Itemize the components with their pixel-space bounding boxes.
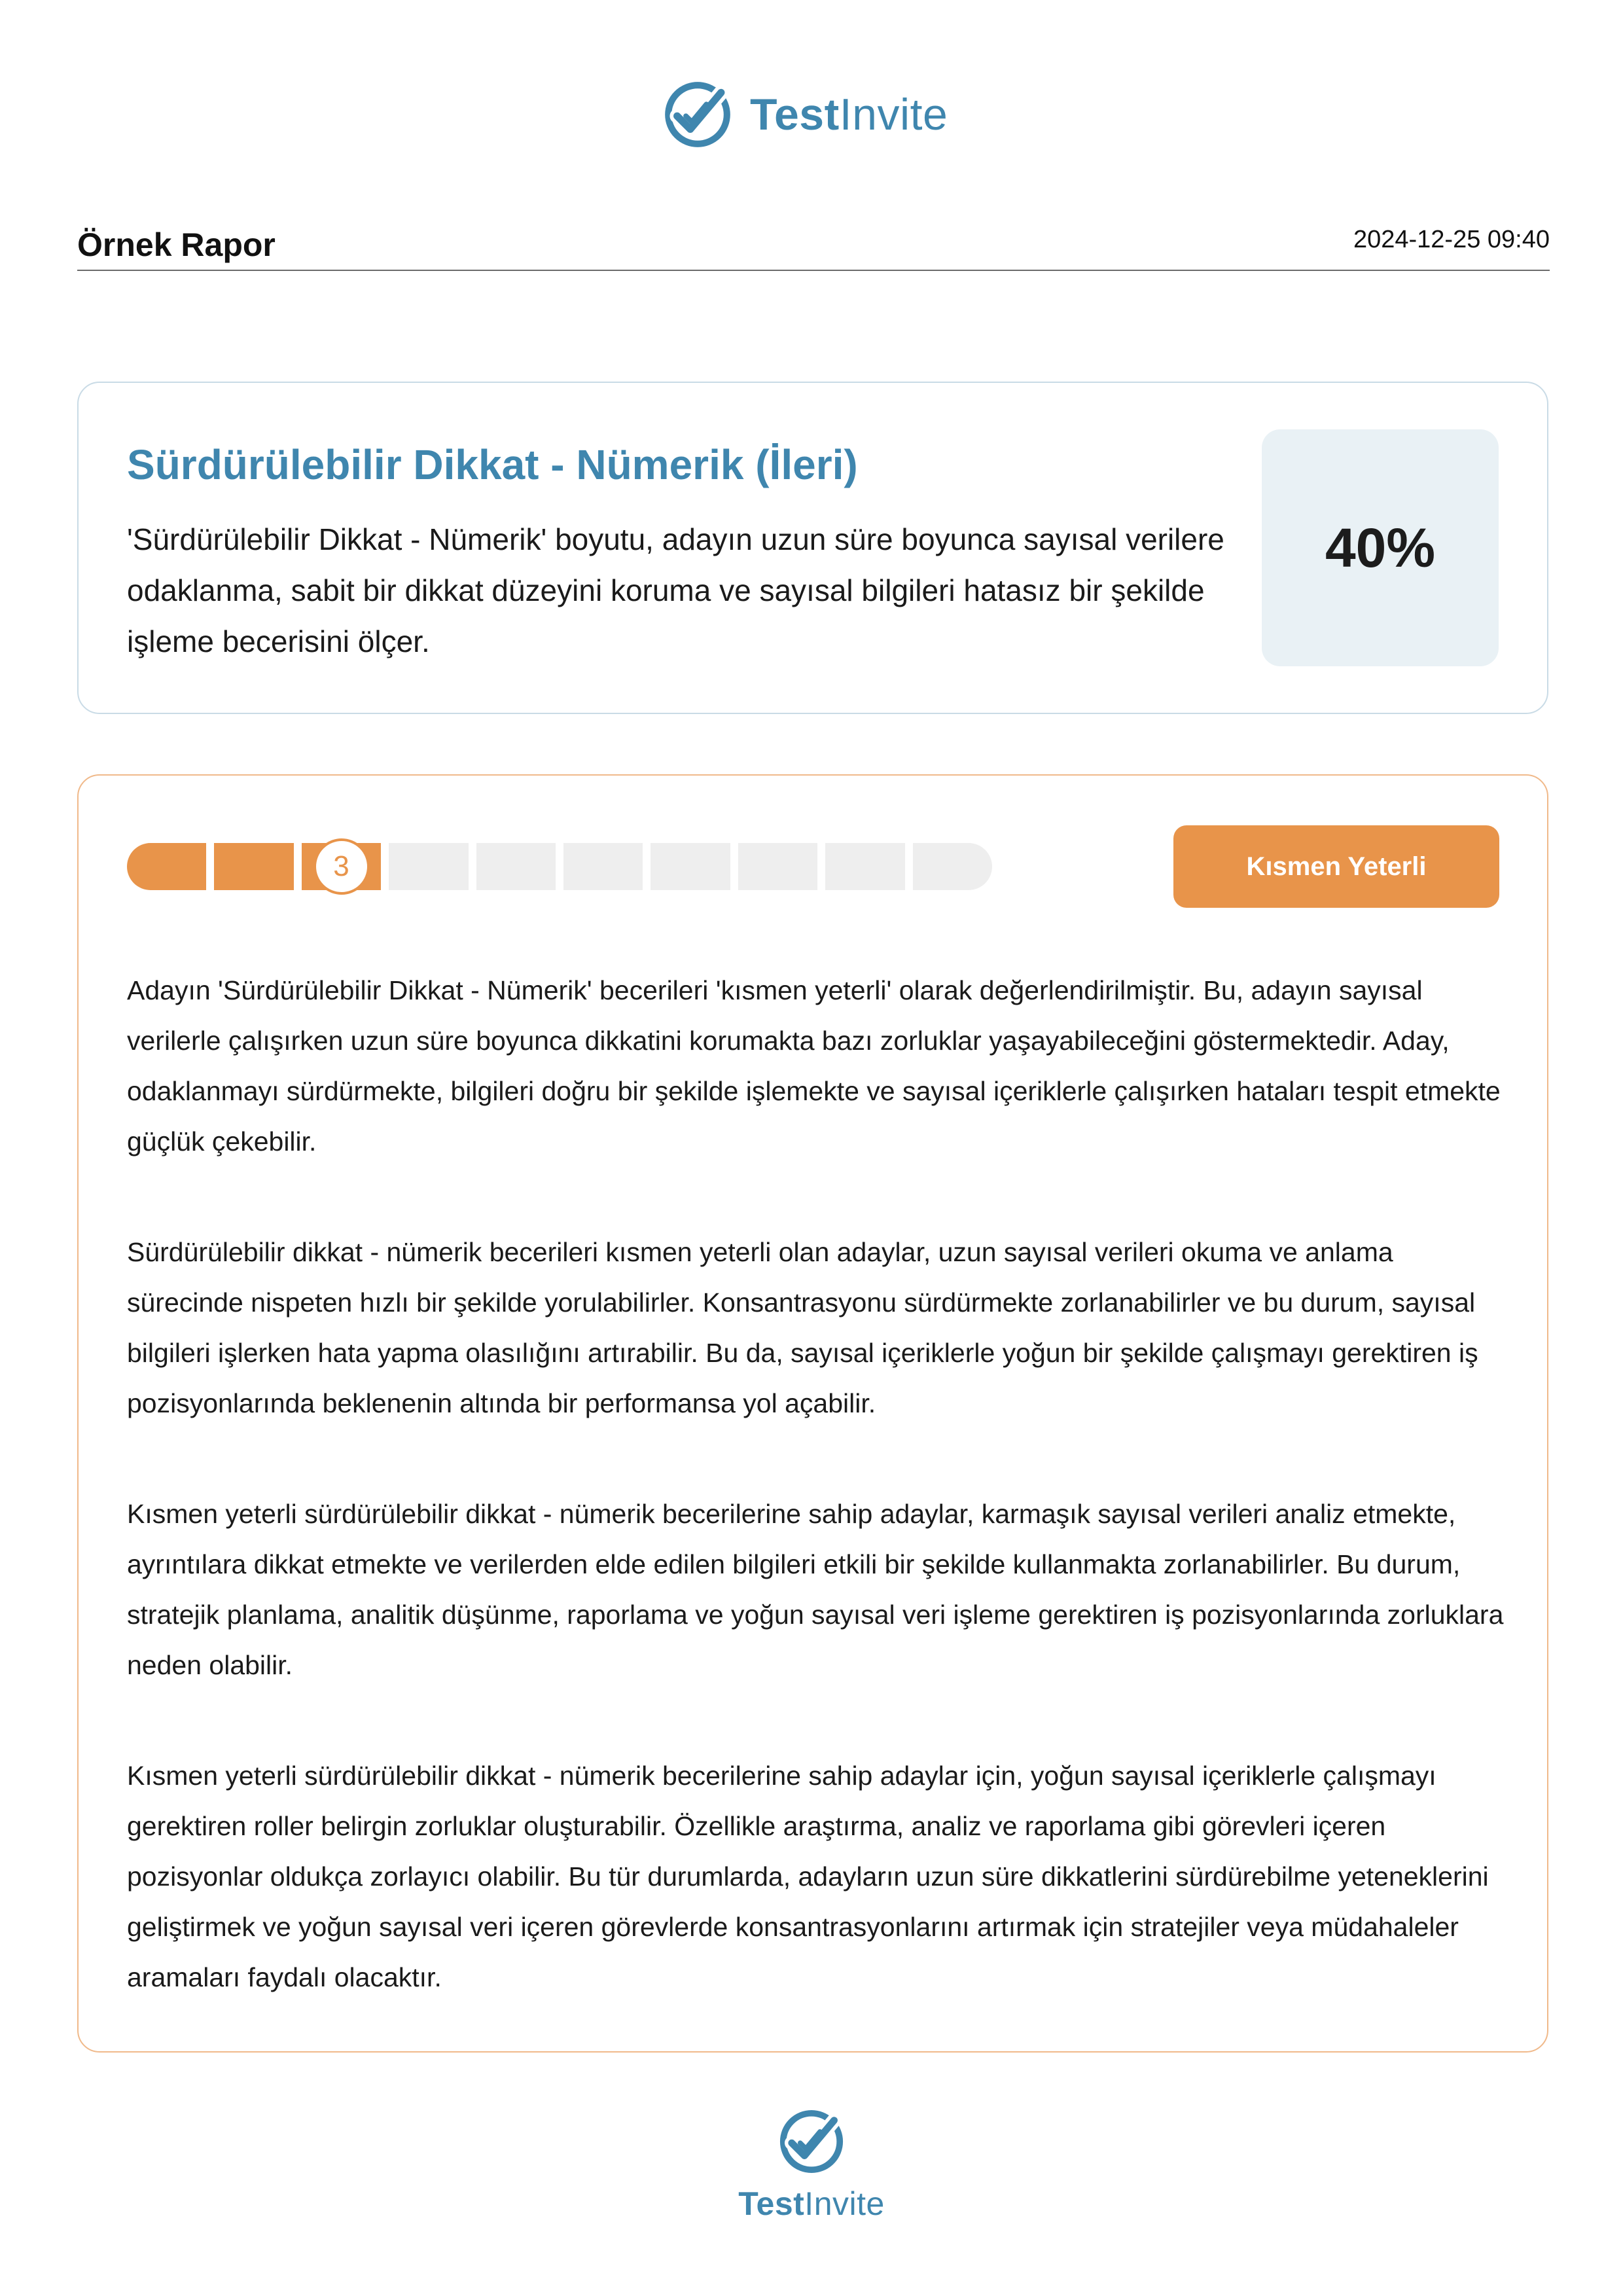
level-segment: [389, 843, 468, 890]
score-box: [1262, 429, 1499, 666]
testinvite-logo-icon: [661, 78, 734, 151]
score-value: 40%: [1325, 516, 1436, 579]
dimension-title: Sürdürülebilir Dikkat - Nümerik (İleri): [127, 441, 858, 488]
brand-name-bold: Test: [738, 2185, 805, 2222]
level-segment: [127, 843, 206, 890]
level-progress-bar: [127, 843, 992, 890]
level-paragraph: Kısmen yeterli sürdürülebilir dikkat - nümerik becerilerine sahip adaylar, karmaşık sayısal verileri analiz etmekte, ayrıntılara dikkat etmekte ve verilerden elde edilen bilgileri etkili bir şekilde kullanmakta zorlanabilirler. Bu durum, stratejik planlama, analitik düşünme, raporlama ve yoğun sayısal veri işleme gerektiren iş pozisyonlarında zorluklara neden olabilir.: [127, 1499, 1504, 1680]
header-divider: [77, 270, 1550, 271]
level-paragraph: Adayın 'Sürdürülebilir Dikkat - Nümerik' becerileri 'kısmen yeterli' olarak değerlendirilmiştir. Bu, adayın sayısal verilerle çalışırken uzun süre boyunca dikkatini korumakta bazı zorluklar yaşayabileceğini göstermektedir. Aday, odaklanmayı sürdürmekte, bilgileri doğru bir şekilde işlemekte ve sayısal içeriklerle çalışırken hataları tespit etmekte güçlük çekebilir.: [127, 975, 1501, 1157]
report-datetime: 2024-12-25 09:40: [1353, 226, 1550, 253]
level-description: [127, 965, 1508, 2063]
dimension-description: 'Sürdürülebilir Dikkat - Nümerik' boyutu, adayın uzun süre boyunca sayısal verilere odaklanma, sabit bir dikkat düzeyini koruma ve sayısal bilgileri hatasız bir şekilde işleme becerisini ölçer.: [127, 522, 1224, 658]
brand-logo-header: [661, 75, 948, 154]
level-segment: [825, 843, 904, 890]
brand-name: [738, 2185, 885, 2223]
report-title: Örnek Rapor: [77, 226, 276, 263]
level-paragraph: Kısmen yeterli sürdürülebilir dikkat - nümerik becerilerine sahip adaylar için, yoğun sayısal içeriklerle çalışmayı gerektiren roller belirgin zorluklar oluşturabilir. Özellikle araştırma, analiz ve raporlama gibi görevleri içeren pozisyonlar oldukça zorlayıcı olabilir. Bu tür durumlarda, adayların uzun süre dikkatlerini sürdürebilme yeteneklerini geliştirmek ve yoğun sayısal veri içeren görevlerde konsantrasyonlarını artırmak için stratejiler veya müdahaleler aramaları faydalı olacaktır.: [127, 1761, 1489, 1992]
level-segment: [563, 843, 643, 890]
level-segment: [214, 843, 293, 890]
level-card: [77, 774, 1548, 2053]
level-segment: [738, 843, 817, 890]
level-marker: 3: [313, 838, 370, 895]
brand-name: [750, 89, 948, 140]
brand-name-light: Invite: [804, 2185, 885, 2222]
brand-name-light: Invite: [839, 90, 948, 139]
level-segment: [651, 843, 730, 890]
level-segment: [913, 843, 992, 890]
brand-logo-footer: [738, 2106, 885, 2223]
testinvite-logo-icon: [776, 2106, 847, 2177]
level-paragraph: Sürdürülebilir dikkat - nümerik becerileri kısmen yeterli olan adaylar, uzun sayısal verileri okuma ve anlama sürecinde nispeten hızlı bir şekilde yorulabilirler. Konsantrasyonu sürdürmekte zorlanabilirler ve bu durum, sayısal bilgileri işlerken hata yapma olasılığını artırabilir. Bu da, sayısal içeriklerle yoğun bir şekilde çalışmayı gerektiren iş pozisyonlarında beklenenin altında bir performansa yol açabilir.: [127, 1237, 1478, 1418]
level-badge: Kısmen Yeterli: [1173, 825, 1499, 908]
level-segment: [302, 843, 381, 890]
dimension-card: [77, 382, 1548, 714]
brand-name-bold: Test: [750, 90, 840, 139]
level-segment: [476, 843, 556, 890]
